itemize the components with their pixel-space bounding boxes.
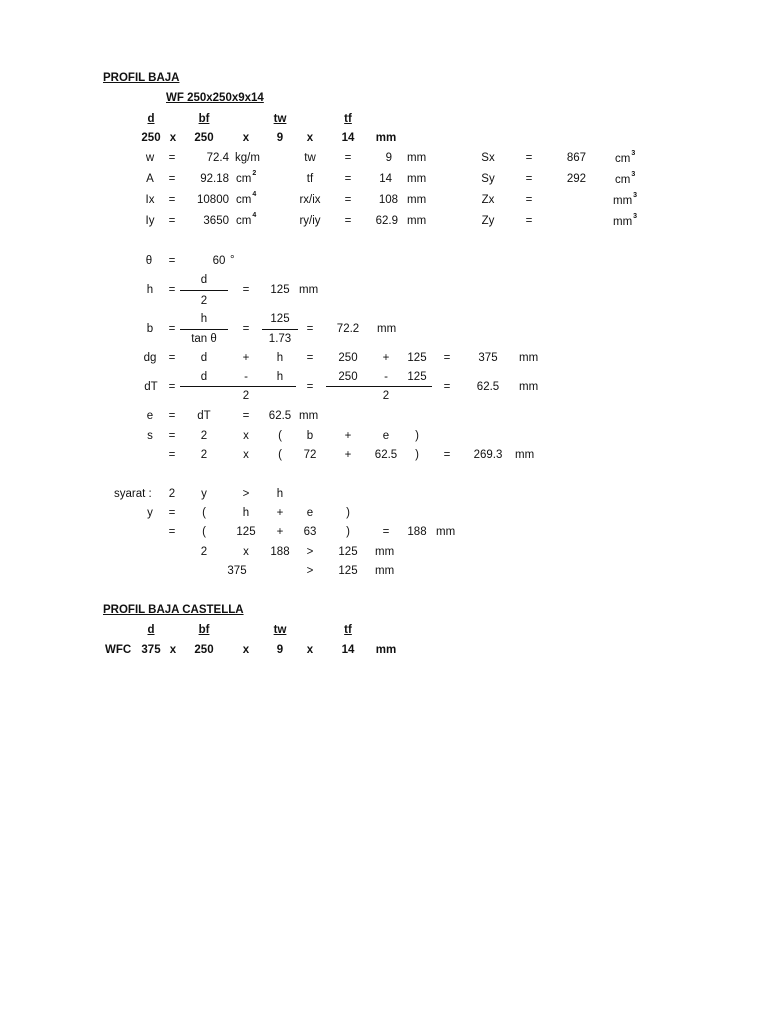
header-bf: bf [198, 113, 210, 125]
fraction-bar [326, 386, 432, 387]
prop-Zy-name: Zy [481, 215, 495, 227]
equals: = [242, 323, 250, 335]
equals: = [306, 323, 314, 335]
check-unit: mm [375, 565, 395, 577]
s-unit: mm [515, 449, 535, 461]
prop-Sy-name: Sy [481, 173, 495, 185]
greater-than: > [306, 546, 314, 558]
s-symbol: s [147, 430, 153, 442]
h-denominator: 2 [200, 295, 208, 307]
s-factor: 2 [200, 430, 208, 442]
prop-ry-name: ry/iy [299, 215, 321, 227]
syarat-term: h [276, 488, 284, 500]
h-unit: mm [299, 284, 319, 296]
check-h-value: 125 [338, 565, 358, 577]
prop-Ix-unit: $cm^4$ [236, 191, 257, 206]
prop-Zx-unit: $mm^3$ [613, 192, 638, 207]
equals: = [443, 449, 451, 461]
dT-denominator-value: 2 [382, 390, 390, 402]
prop-Iy-unit: $cm^4$ [236, 212, 257, 227]
dT-denominator: 2 [242, 390, 250, 402]
y-unit: mm [436, 526, 456, 538]
equals: = [306, 352, 314, 364]
prop-rx-value: 108 [378, 194, 398, 206]
prop-Iy-name: Iy [145, 215, 155, 227]
dim-times: x [306, 132, 314, 144]
header-tw: tw [273, 113, 287, 125]
dg-unit: mm [519, 352, 539, 364]
profile-name: WF 250x250x9x14 [166, 92, 264, 104]
fraction-bar [180, 290, 228, 291]
plus-operator: + [276, 526, 284, 538]
equals: = [168, 255, 176, 267]
prop-Zx-name: Zx [481, 194, 495, 206]
dim-d-value: 375 [141, 644, 161, 656]
check-unit: mm [375, 546, 395, 558]
s-factor: 2 [200, 449, 208, 461]
fraction-bar [262, 329, 298, 330]
s-value-e: 62.5 [374, 449, 398, 461]
dim-times: x [169, 644, 177, 656]
prop-Ix-value: 10800 [197, 194, 229, 206]
syarat-term: y [201, 488, 207, 500]
equals: = [344, 173, 352, 185]
e-value: 62.5 [268, 410, 292, 422]
times-operator: x [243, 449, 249, 461]
syarat-label: syarat : [114, 488, 152, 500]
prop-w-unit: kg/m [235, 152, 260, 164]
y-term-h: h [242, 507, 250, 519]
dg-symbol: dg [143, 352, 157, 364]
dg-value-h: 125 [407, 352, 427, 364]
equals: = [168, 215, 176, 227]
equals: = [168, 410, 176, 422]
dim-tw-value: 9 [276, 644, 284, 656]
dim-unit: mm [375, 132, 397, 144]
plus-operator: + [242, 352, 250, 364]
equals: = [168, 526, 176, 538]
equals: = [168, 152, 176, 164]
h-symbol: h [146, 284, 154, 296]
prop-Sx-unit: $cm^3$ [615, 150, 636, 165]
b-unit: mm [377, 323, 397, 335]
h-numerator: d [200, 274, 208, 286]
prop-Sy-unit: $cm^3$ [615, 171, 636, 186]
dg-term-h: h [276, 352, 284, 364]
equals: = [168, 194, 176, 206]
dim-tf-value: 14 [341, 644, 355, 656]
check-h-value: 125 [338, 546, 358, 558]
prop-tw-value: 9 [385, 152, 392, 164]
y-value-h: 125 [236, 526, 256, 538]
header-tf: tf [344, 113, 352, 125]
equals: = [168, 507, 176, 519]
greater-than: > [306, 565, 314, 577]
plus-operator: + [276, 507, 284, 519]
check-factor: 2 [200, 546, 208, 558]
dg-term-d: d [200, 352, 208, 364]
dim-times: x [306, 644, 314, 656]
equals: = [168, 284, 176, 296]
equals: = [306, 381, 314, 393]
theta-value: 60 [212, 255, 226, 267]
equals: = [525, 173, 533, 185]
prop-tf-unit: mm [407, 173, 427, 185]
dim-times: x [242, 644, 250, 656]
prop-ry-value: 62.9 [375, 215, 398, 227]
check-result: 375 [227, 565, 247, 577]
header-d: d [147, 624, 155, 636]
equals: = [525, 194, 533, 206]
prop-A-value: 92.18 [200, 173, 229, 185]
open-paren: ( [278, 449, 282, 461]
b-numerator-value: 125 [270, 313, 290, 325]
equals: = [168, 449, 176, 461]
equals: = [168, 430, 176, 442]
dT-num-d: d [200, 371, 208, 383]
prop-A-name: A [146, 173, 154, 185]
header-d: d [147, 113, 155, 125]
e-symbol: e [146, 410, 154, 422]
b-denominator: tan θ [191, 333, 217, 345]
section-title-profil-baja-castella: PROFIL BAJA CASTELLA [103, 604, 244, 616]
s-value: 269.3 [473, 449, 503, 461]
degree-unit: ° [230, 254, 235, 266]
prop-rx-unit: mm [407, 194, 427, 206]
b-denominator-value: 1.73 [268, 333, 292, 345]
equals: = [168, 352, 176, 364]
dim-times: x [242, 132, 250, 144]
equals: = [168, 323, 176, 335]
prop-tw-unit: mm [407, 152, 427, 164]
prop-w-name: w [145, 152, 155, 164]
dg-value-d: 250 [338, 352, 358, 364]
header-tw: tw [273, 624, 287, 636]
equals: = [344, 215, 352, 227]
dg-value: 375 [478, 352, 498, 364]
b-numerator: h [200, 313, 208, 325]
header-bf: bf [198, 624, 210, 636]
equals: = [242, 284, 250, 296]
y-symbol: y [147, 507, 153, 519]
fraction-bar [180, 386, 296, 387]
equals: = [525, 215, 533, 227]
close-paren: ) [415, 449, 419, 461]
syarat-term: 2 [168, 488, 176, 500]
close-paren: ) [346, 507, 350, 519]
dim-tw-value: 9 [276, 132, 284, 144]
prop-rx-name: rx/ix [299, 194, 321, 206]
dim-unit: mm [375, 644, 397, 656]
fraction-bar [180, 329, 228, 330]
times-operator: x [243, 430, 249, 442]
b-symbol: b [146, 323, 154, 335]
dim-times: x [169, 132, 177, 144]
equals: = [242, 410, 250, 422]
prop-Sx-name: Sx [481, 152, 495, 164]
e-unit: mm [299, 410, 319, 422]
dim-bf-value: 250 [194, 644, 214, 656]
open-paren: ( [202, 507, 206, 519]
minus-operator: - [384, 371, 388, 383]
s-value-b: 72 [303, 449, 317, 461]
e-term: dT [197, 410, 211, 422]
open-paren: ( [202, 526, 206, 538]
plus-operator: + [344, 430, 352, 442]
dim-tf-value: 14 [341, 132, 355, 144]
plus-operator: + [344, 449, 352, 461]
equals: = [344, 194, 352, 206]
prop-tf-name: tf [306, 173, 314, 185]
dT-value: 62.5 [476, 381, 500, 393]
times-operator: x [243, 546, 249, 558]
header-tf: tf [344, 624, 352, 636]
prop-A-unit: $cm^2$ [236, 170, 257, 185]
equals: = [168, 381, 176, 393]
prop-Sx-value: 867 [566, 152, 586, 164]
dT-num-value-d: 250 [338, 371, 358, 383]
check-y-value: 188 [270, 546, 290, 558]
section-title-profil-baja: PROFIL BAJA [103, 72, 180, 84]
close-paren: ) [346, 526, 350, 538]
close-paren: ) [415, 430, 419, 442]
equals: = [382, 526, 390, 538]
equals: = [168, 173, 176, 185]
theta-symbol: θ [145, 255, 153, 267]
prop-w-value: 72.4 [206, 152, 229, 164]
prop-Iy-value: 3650 [203, 215, 229, 227]
dT-num-h: h [276, 371, 284, 383]
y-term-e: e [306, 507, 314, 519]
dT-symbol: dT [144, 381, 158, 393]
prop-tw-name: tw [304, 152, 316, 164]
y-value-e: 63 [303, 526, 317, 538]
dim-bf-value: 250 [194, 132, 214, 144]
prop-Ix-name: Ix [145, 194, 155, 206]
dT-num-value-h: 125 [407, 371, 427, 383]
dim-d-value: 250 [141, 132, 161, 144]
open-paren: ( [278, 430, 282, 442]
minus-operator: - [244, 371, 248, 383]
syarat-term: > [242, 488, 250, 500]
plus-operator: + [382, 352, 390, 364]
s-term-e: e [382, 430, 390, 442]
b-value: 72.2 [336, 323, 360, 335]
prop-ry-unit: mm [407, 215, 427, 227]
h-value: 125 [270, 284, 290, 296]
s-term-b: b [306, 430, 314, 442]
y-value: 188 [407, 526, 427, 538]
equals: = [525, 152, 533, 164]
prop-tf-value: 14 [379, 173, 392, 185]
dT-unit: mm [519, 381, 539, 393]
equals: = [344, 152, 352, 164]
equals: = [443, 381, 451, 393]
prop-Zy-unit: $mm^3$ [613, 213, 638, 228]
wfc-label: WFC [105, 644, 132, 656]
equals: = [443, 352, 451, 364]
prop-Sy-value: 292 [566, 173, 586, 185]
